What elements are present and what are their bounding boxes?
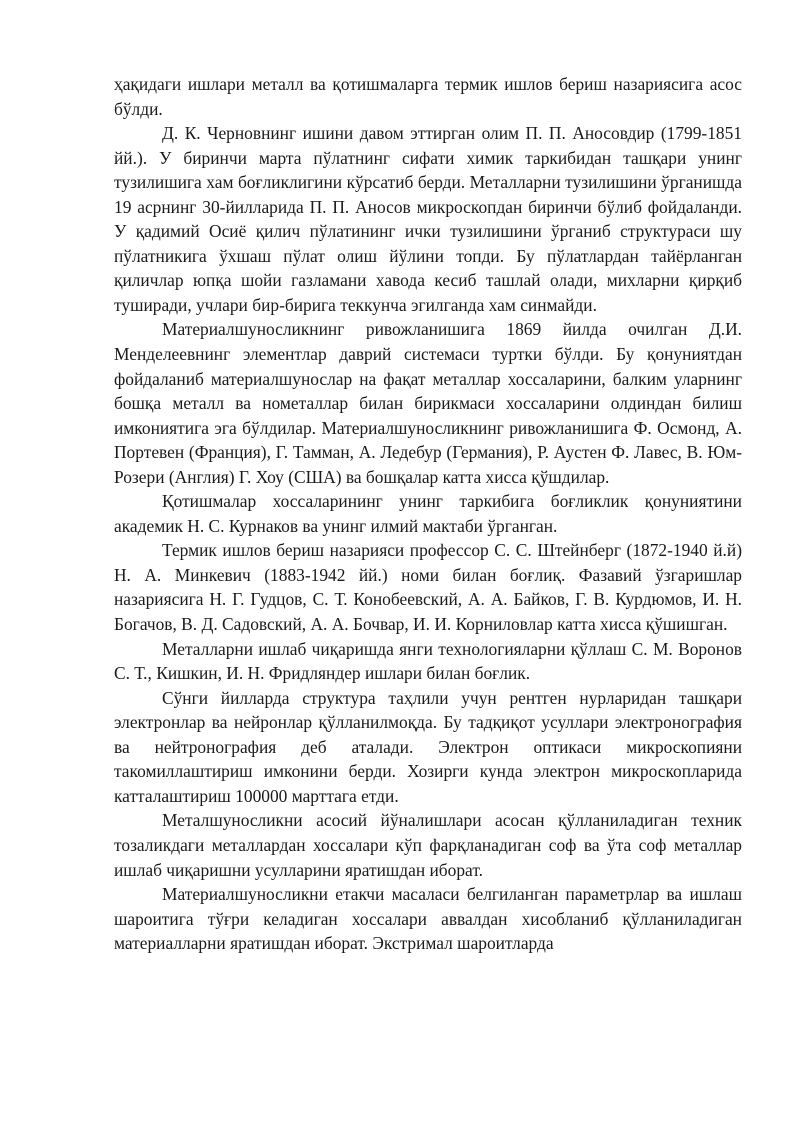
paragraph-mendeleev: Материалшуносликнинг ривожланишига 1869 йилда очилган Д.И. Менделеевнинг элементлар даврий системаси туртки бўлди. Бу қонуниятдан фойдаланиб материалшунослар на фақат металлар хоссаларини, балким уларнинг бошқа металл ва нометаллар билан бирикмаси хоссаларини олдиндан билиш имкониятига эга бўлдилар. Материалшуносликнинг ривожланишига Ф. Осмонд, А. Портевен (Франция), Г. Тамман, А. Ледебур (Германия), Р. Аустен Ф. Лавес, В. Юм-Розери (Англия) Г. Хоу (США) ва бошқалар катта хисса қўшдилар. <box>114 319 742 487</box>
paragraph-new-technologies: Металларни ишлаб чиқаришда янги технологияларни қўллаш С. М. Воронов С. Т., Кишкин, И. Н. Фридляндер ишлари билан боғлик. <box>114 638 742 684</box>
paragraph-structure-analysis: Сўнги йилларда структура таҳлили учун рентген нурларидан ташқари электронлар ва нейронлар қўлланилмоқда. Бу тадқиқот усуллари электронография ва нейтронография деб аталади. Электрон оптикаси микроскопияни такомиллаштириш имконини берди. Хозирги кунда электрон микроскопларида катталаштириш 100000 марттага етди. <box>114 687 742 806</box>
paragraph-materials-science-task: Материалшуносликни етакчи масаласи белгиланган параметрлар ва ишлаш шароитига тўғри келадиган хоссалари аввалдан хисобланиб қўлланиладиган материалларни яратишдан иборат. Экстримал шароитларда <box>114 884 742 954</box>
paragraph-anosov: Д. К. Черновнинг ишини давом эттирган олим П. П. Аносовдир (1799-1851 йй.). У биринчи марта пўлатнинг сифати химик таркибидан ташқари унинг тузилишига хам боғликлигини кўрсатиб берди. Металларни тузилишини ўрганишда 19 асрнинг 30-йилларида П. П. Аносов микроскопдан биринчи бўлиб фойдаланди. У қадимий Осиё қилич пўлатининг ички тузилишини ўрганиб структураси шу пўлатникига ўхшаш пўлат олиш йўлини топди. Бу пўлатлардан тайёрланган қиличлар юпқа шойи газламани хавода кесиб ташлай олади, михларни қирқиб туширади, учлари бир-бирига теккунча эгилганда хам синмайди. <box>114 123 742 315</box>
paragraph-continuation: ҳақидаги ишлари металл ва қотишмаларга термик ишлов бериш назариясига асос бўлди. <box>114 74 742 119</box>
paragraph-heat-treatment-theory: Термик ишлов бериш назарияси профессор С. С. Штейнберг (1872-1940 й.й) Н. А. Минкевич (1883-1942 йй.) номи билан боғлиқ. Фазавий ўзгаришлар назариясига Н. Г. Гудцов, С. Т. Конобеевский, А. А. Байков, Г. В. Курдюмов, И. Н. Богачов, В. Д. Садовский, А. А. Бочвар, И. И. Корниловлар катта хисса қўшишган. <box>114 540 742 635</box>
paragraph-metallurgy-directions: Металшуносликни асосий йўналишлари асосан қўлланиладиган техник тозаликдаги металлардан хоссалари кўп фарқланадиган соф ва ўта соф металлар ишлаб чиқаришни усулларини яратишдан иборат. <box>114 810 742 880</box>
paragraph-kurnakov: Қотишмалар хоссаларининг унинг таркибига боғликлик қонуниятини академик Н. С. Курнаков ва унинг илмий мактаби ўрганган. <box>114 491 742 536</box>
document-body <box>114 72 742 956</box>
